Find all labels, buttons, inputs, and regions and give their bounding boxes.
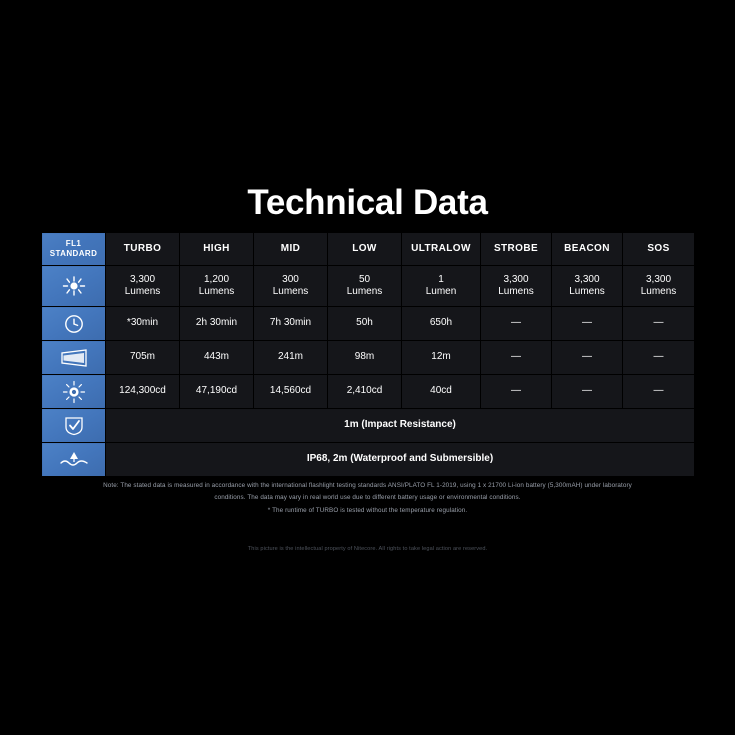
- distance-beacon: —: [552, 341, 623, 375]
- distance-turbo: 705m: [106, 341, 180, 375]
- runtime-ultralow: 650h: [402, 307, 481, 341]
- impact-resistance-icon: [42, 409, 106, 443]
- table-header-row: [42, 233, 695, 266]
- peak-beam-intensity-icon: [42, 375, 106, 409]
- column-header-strobe: STROBE: [481, 233, 552, 266]
- column-header-high: HIGH: [180, 233, 254, 266]
- distance-mid: 241m: [254, 341, 328, 375]
- column-header-sos: SOS: [623, 233, 695, 266]
- runtime-sos: —: [623, 307, 695, 341]
- intensity-row: [42, 375, 695, 409]
- runtime-high: 2h 30min: [180, 307, 254, 341]
- footnote-line-2: conditions. The data may vary in real world use due to different battery usage or environmental conditions.: [214, 494, 521, 502]
- runtime-strobe: —: [481, 307, 552, 341]
- distance-low: 98m: [328, 341, 402, 375]
- beam-distance-icon: [42, 341, 106, 375]
- page-title: Technical Data: [247, 183, 488, 222]
- intensity-beacon: —: [552, 375, 623, 409]
- sunburst-icon: [42, 266, 106, 307]
- distance-high: 443m: [180, 341, 254, 375]
- runtime-mid: 7h 30min: [254, 307, 328, 341]
- output-low: 50 Lumens: [328, 266, 402, 307]
- impact-resistance-value: 1m (Impact Resistance): [106, 409, 695, 443]
- output-row: [42, 266, 695, 307]
- output-strobe: 3,300 Lumens: [481, 266, 552, 307]
- runtime-turbo: *30min: [106, 307, 180, 341]
- runtime-low: 50h: [328, 307, 402, 341]
- column-header-low: LOW: [328, 233, 402, 266]
- intensity-ultralow: 40cd: [402, 375, 481, 409]
- fl1-line2: STANDARD: [49, 249, 98, 258]
- specs-table: [41, 232, 695, 477]
- fl1-line1: FL1: [65, 239, 82, 248]
- intensity-turbo: 124,300cd: [106, 375, 180, 409]
- output-beacon: 3,300 Lumens: [552, 266, 623, 307]
- output-sos: 3,300 Lumens: [623, 266, 695, 307]
- column-header-turbo: TURBO: [106, 233, 180, 266]
- waterproof-row: [42, 443, 695, 477]
- column-header-beacon: BEACON: [552, 233, 623, 266]
- column-header-mid: MID: [254, 233, 328, 266]
- copyright-notice: This picture is the intellectual property of Nitecore. All rights to take legal action are reserved.: [247, 546, 488, 552]
- intensity-high: 47,190cd: [180, 375, 254, 409]
- output-turbo: 3,300 Lumens: [106, 266, 180, 307]
- distance-strobe: —: [481, 341, 552, 375]
- intensity-low: 2,410cd: [328, 375, 402, 409]
- footnote-line-1: Note: The stated data is measured in accordance with the international flashlight testing standards ANSI/PLATO FL 1-2019, using 1 x 21700 Li-ion battery (5,300mAH) under laboratory: [103, 482, 632, 489]
- output-mid: 300 Lumens: [254, 266, 328, 307]
- waterproof-icon: [42, 443, 106, 477]
- runtime-beacon: —: [552, 307, 623, 341]
- column-header-ultralow: ULTRALOW: [402, 233, 481, 266]
- fl1-standard-corner: [42, 233, 106, 266]
- footnote-line-3: * The runtime of TURBO is tested without the temperature regulation.: [267, 506, 468, 514]
- distance-sos: —: [623, 341, 695, 375]
- intensity-sos: —: [623, 375, 695, 409]
- output-high: 1,200 Lumens: [180, 266, 254, 307]
- intensity-strobe: —: [481, 375, 552, 409]
- distance-row: [42, 341, 695, 375]
- output-ultralow: 1 Lumen: [402, 266, 481, 307]
- clock-icon: [42, 307, 106, 341]
- runtime-row: [42, 307, 695, 341]
- footnote: [0, 480, 735, 517]
- impact-resistance-row: [42, 409, 695, 443]
- distance-ultralow: 12m: [402, 341, 481, 375]
- waterproof-value: IP68, 2m (Waterproof and Submersible): [106, 443, 695, 477]
- intensity-mid: 14,560cd: [254, 375, 328, 409]
- specs-table-wrapper: [41, 232, 694, 477]
